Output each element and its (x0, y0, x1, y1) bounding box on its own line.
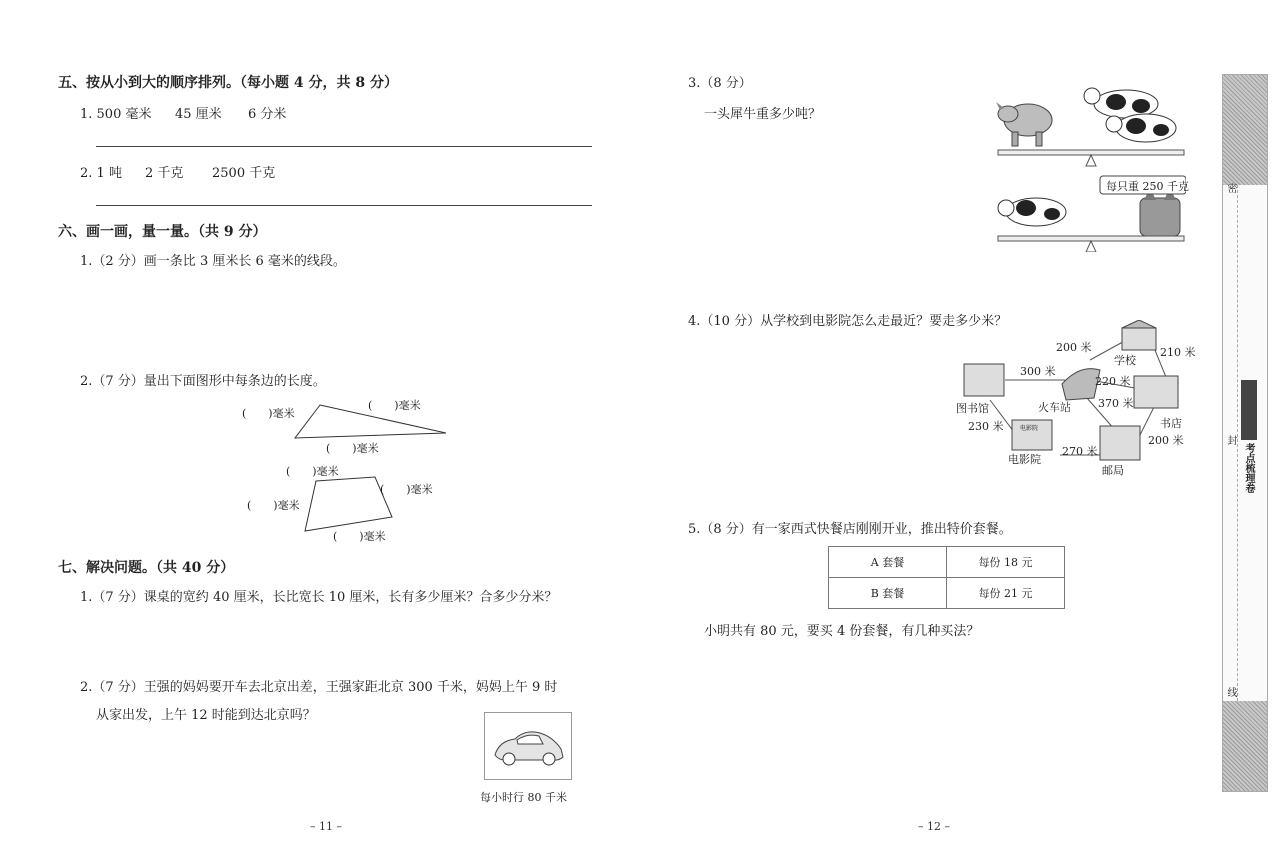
dist-270: 270 米 (1062, 445, 1098, 458)
binding-sidebar (1222, 74, 1268, 792)
q6-1: 1.（2 分）画一条比 3 厘米长 6 毫米的线段。 (80, 254, 346, 269)
label-bookstore: 书店 (1160, 417, 1182, 430)
label-station: 火车站 (1038, 401, 1071, 414)
weight-sign-label: 每只重 250 千克 (1106, 180, 1189, 193)
q7-2-line1: 2.（7 分）王强的妈妈要开车去北京出差，王强家距北京 300 千米，妈妈上午 9 时 (80, 680, 558, 695)
q3-number: 3.（8 分） (688, 76, 752, 91)
dist-300: 300 米 (1020, 365, 1056, 378)
dist-370: 370 米 (1098, 397, 1134, 410)
bookstore-icon (1134, 376, 1178, 408)
q5-question: 小明共有 80 元，要买 4 份套餐，有几种买法？ (704, 624, 980, 639)
table-cell: 每份 21 元 (947, 578, 1065, 609)
dist-220: 220 米 (1095, 375, 1131, 388)
sidebar-title: 考点梳理卷 (1243, 443, 1254, 493)
label-school: 学校 (1114, 354, 1136, 367)
table-row (829, 578, 1065, 609)
q5-2-item-b: 2 千克 (145, 166, 184, 181)
dist-200a: 200 米 (1056, 341, 1092, 354)
cow-icon (998, 198, 1066, 226)
sidebar-hatch-top (1223, 75, 1267, 185)
car-icon (485, 713, 571, 779)
sidebar-hatch-bottom (1223, 701, 1267, 791)
q5-1-item-a: 1. 500 毫米 (80, 107, 152, 122)
q6-2: 2.（7 分）量出下面图形中每条边的长度。 (80, 374, 326, 389)
rhino-icon (996, 102, 1052, 146)
trap-right-blank: ( )毫米 (380, 483, 433, 496)
dist-200b: 200 米 (1148, 434, 1184, 447)
cow-icon (1106, 114, 1176, 142)
trap-left-blank: ( )毫米 (247, 499, 300, 512)
post-office-icon (1100, 426, 1140, 460)
sidebar-logo (1241, 380, 1257, 440)
cinema-sign: 电影院 (1020, 425, 1039, 432)
table-cell: 每份 18 元 (947, 547, 1065, 578)
balance-scale-illustration (996, 76, 1186, 252)
sidebar-mi: 密 (1225, 183, 1236, 193)
q3-text: 一头犀牛重多少吨？ (704, 107, 822, 122)
dist-230: 230 米 (968, 420, 1004, 433)
section-7-title: 七、解决问题。（共 40 分） (58, 560, 235, 576)
wolf-icon (1140, 188, 1180, 236)
q5-text: 5.（8 分）有一家西式快餐店刚刚开业，推出特价套餐。 (688, 522, 1012, 537)
q7-1: 1.（7 分）课桌的宽约 40 厘米，长比宽长 10 厘米，长有多少厘米？合多少分米？ (80, 590, 558, 605)
table-cell: A 套餐 (829, 547, 947, 578)
label-post-office: 邮局 (1102, 464, 1124, 477)
page-number-right: – 12 – (918, 820, 950, 833)
car-caption: 每小时行 80 千米 (480, 791, 567, 804)
trap-bottom-blank: ( )毫米 (333, 530, 386, 543)
school-icon (1122, 320, 1156, 350)
tri-top-blank: ( )毫米 (368, 399, 421, 412)
q7-2-line2: 从家出发，上午 12 时能到达北京吗？ (96, 708, 316, 723)
q5-2-item-c: 2500 千克 (212, 166, 276, 181)
car-image (484, 712, 572, 780)
meal-table (828, 546, 1065, 609)
library-icon (964, 364, 1004, 396)
table-row (829, 547, 1065, 578)
sidebar-feng: 封 (1225, 435, 1236, 445)
q5-2-item-a: 2. 1 吨 (80, 166, 122, 181)
q4-text: 4.（10 分）从学校到电影院怎么走最近？要走多少米？ (688, 314, 1008, 329)
label-cinema: 电影院 (1008, 453, 1041, 466)
q5-1-item-c: 6 分米 (248, 107, 287, 122)
label-library: 图书馆 (956, 402, 989, 415)
q5-1-item-b: 45 厘米 (175, 107, 222, 122)
sidebar-xian: 线 (1225, 687, 1236, 697)
tri-left-blank: ( )毫米 (242, 407, 295, 420)
section-5-title: 五、按从小到大的顺序排列。（每小题 4 分，共 8 分） (58, 75, 398, 91)
table-cell: B 套餐 (829, 578, 947, 609)
cow-icon (1084, 88, 1158, 118)
dist-210: 210 米 (1160, 346, 1196, 359)
page-number-left: – 11 – (310, 820, 342, 833)
section-6-title: 六、画一画，量一量。（共 9 分） (58, 224, 267, 240)
trapezoid-shape (305, 477, 392, 531)
tri-bottom-blank: ( )毫米 (326, 442, 379, 455)
trap-top-blank: ( )毫米 (286, 465, 339, 478)
